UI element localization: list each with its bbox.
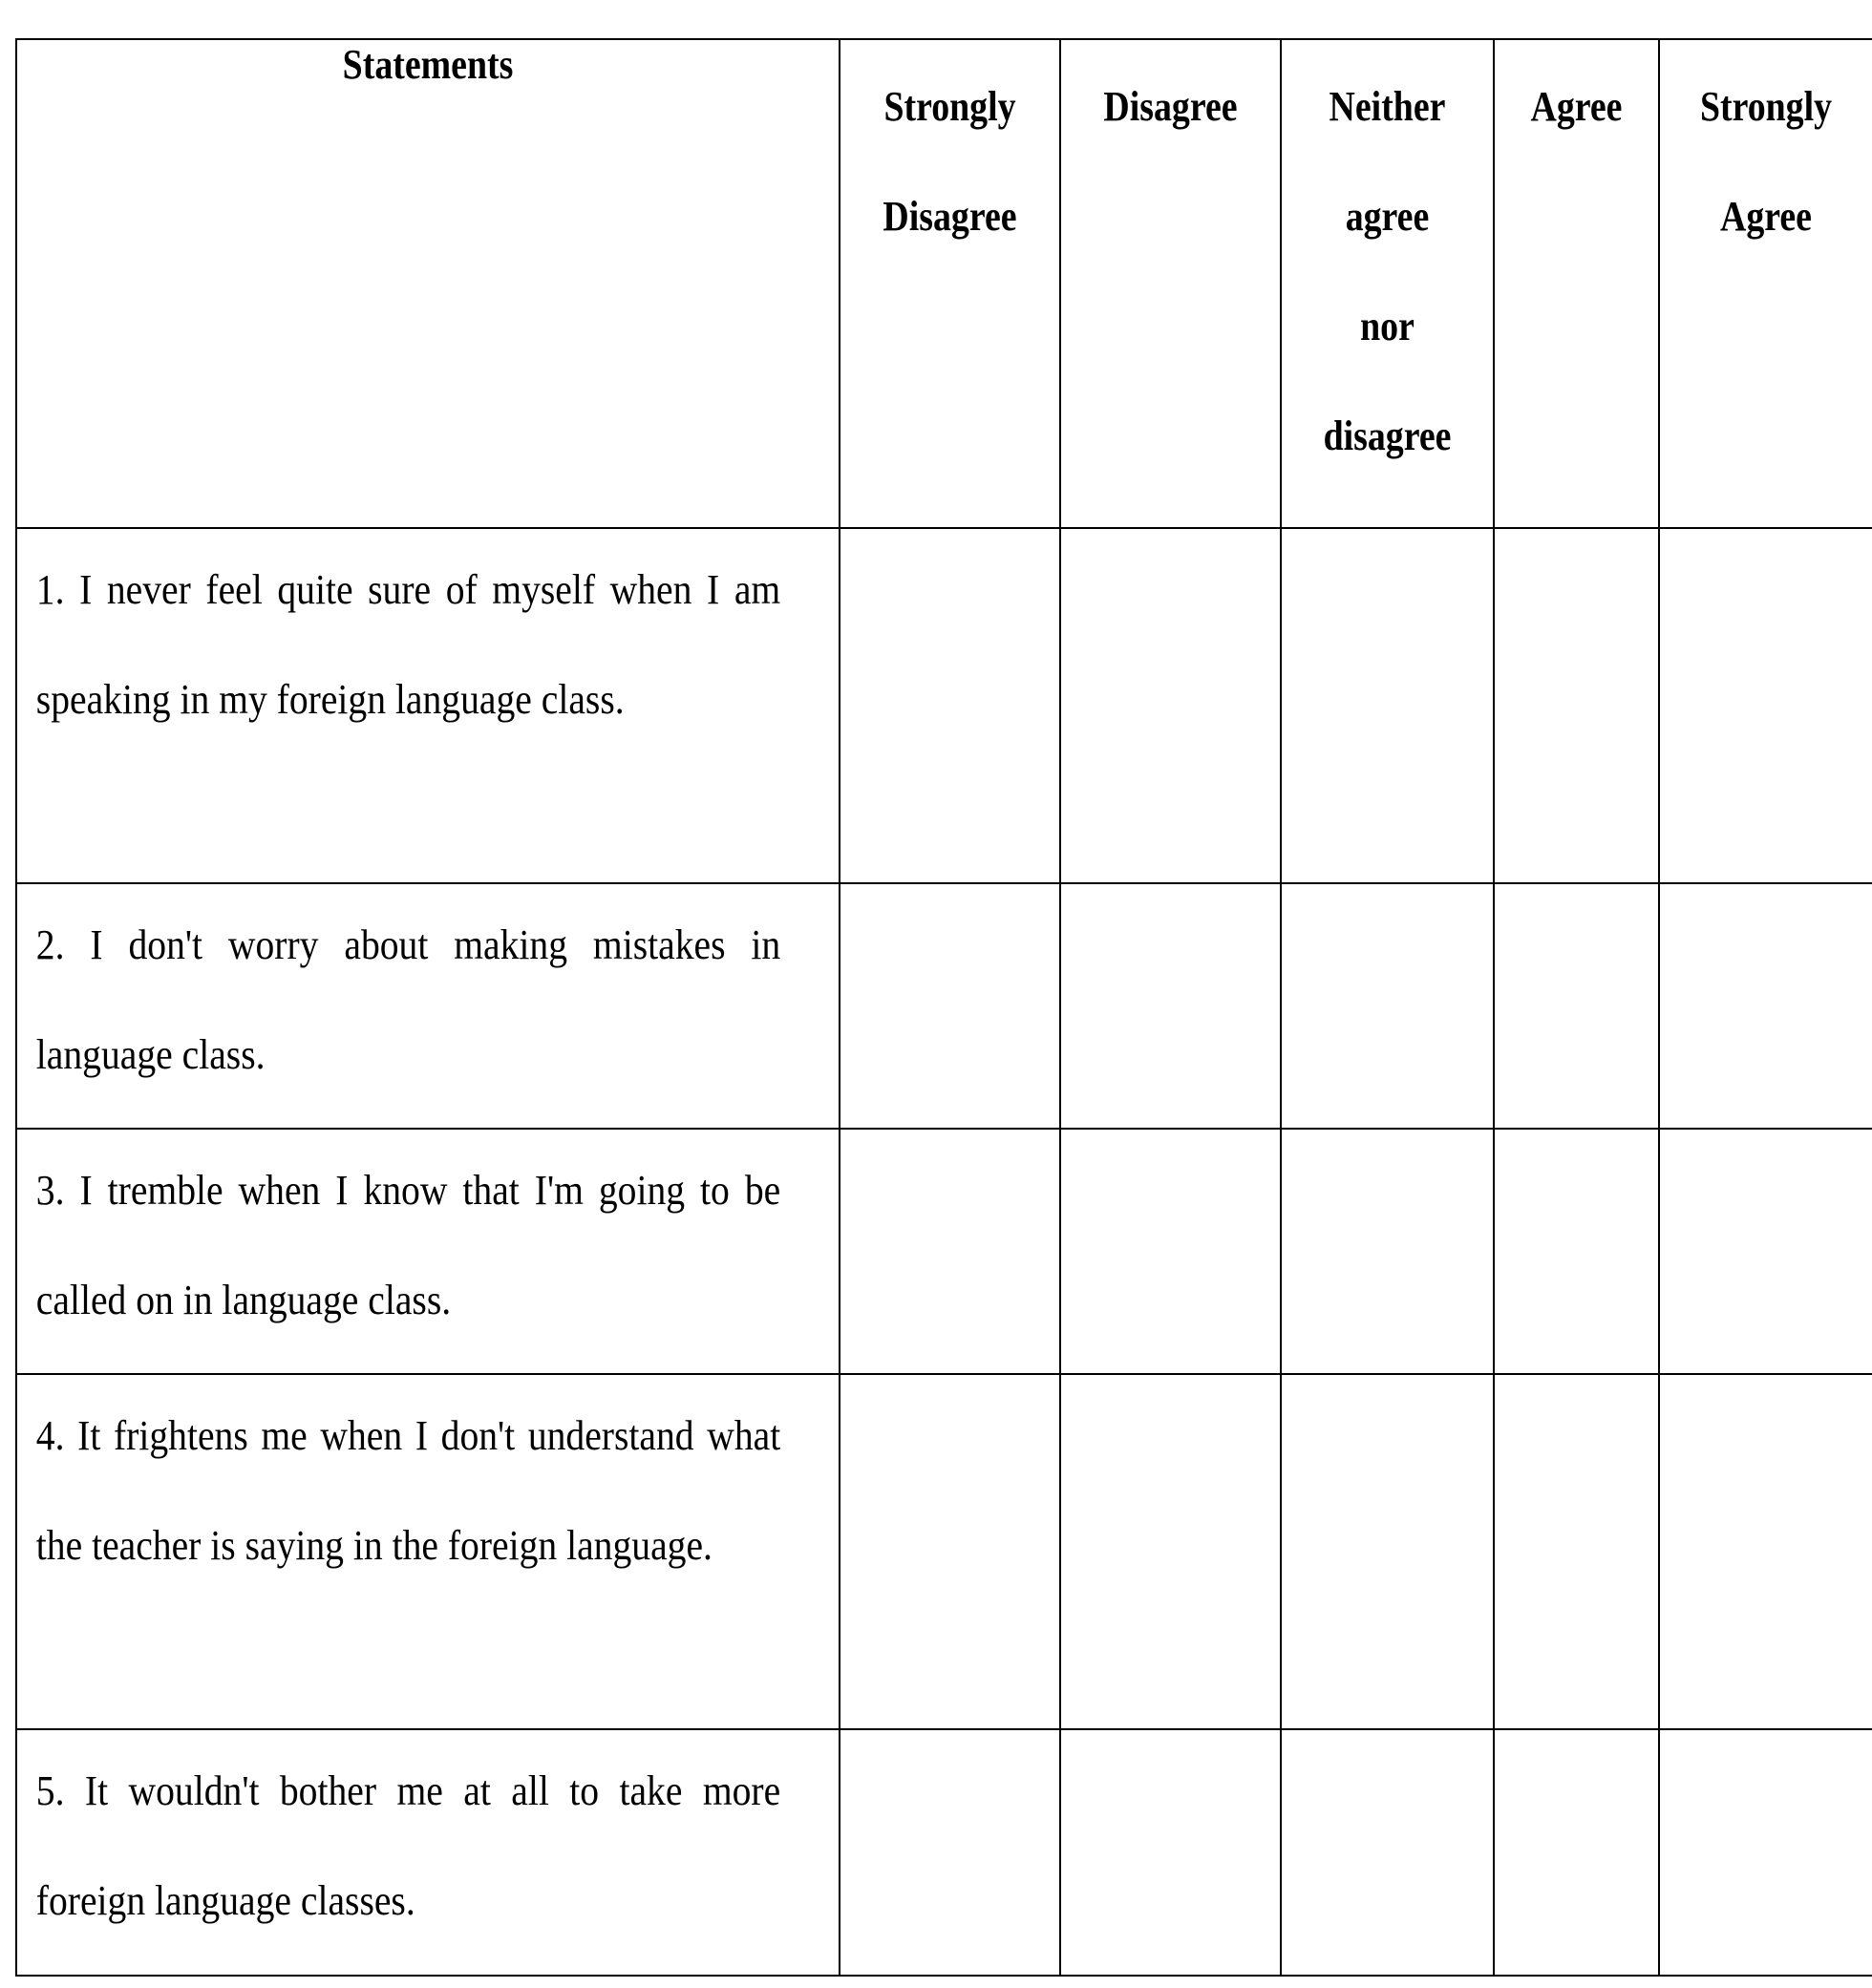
- response-cell-strongly-disagree[interactable]: [840, 1374, 1060, 1729]
- response-cell-disagree[interactable]: [1060, 528, 1281, 883]
- response-cell-agree[interactable]: [1494, 528, 1659, 883]
- table-row: [16, 528, 1872, 883]
- header-strongly-disagree-line-2: Disagree: [883, 193, 1017, 240]
- response-cell-strongly-agree[interactable]: [1659, 1129, 1872, 1374]
- statement-cell: [16, 528, 840, 883]
- response-cell-strongly-agree[interactable]: [1659, 883, 1872, 1129]
- header-neither-line-1: Neither: [1329, 83, 1446, 130]
- statement-text: 1. I never feel quite sure of myself when I am speaking in my foreign language class.: [35, 566, 781, 723]
- likert-survey-table: [15, 38, 1872, 1977]
- response-cell-strongly-disagree[interactable]: [840, 528, 1060, 883]
- response-cell-agree[interactable]: [1494, 883, 1659, 1129]
- header-agree: [1494, 39, 1659, 528]
- table-row: [16, 1729, 1872, 1976]
- response-cell-neither[interactable]: [1281, 1374, 1494, 1729]
- table-row: [16, 1374, 1872, 1729]
- response-cell-strongly-agree[interactable]: [1659, 1729, 1872, 1976]
- header-neither-line-2: agree: [1345, 193, 1430, 240]
- statement-text: 3. I tremble when I know that I'm going to be called on in language class.: [35, 1167, 781, 1323]
- header-strongly-disagree: [840, 39, 1060, 528]
- response-cell-agree[interactable]: [1494, 1129, 1659, 1374]
- header-strongly-agree-line-2: Agree: [1720, 193, 1812, 240]
- statement-text: 2. I don't worry about making mistakes in language class.: [35, 921, 781, 1078]
- header-strongly-agree-line-1: Strongly: [1699, 83, 1833, 130]
- response-cell-strongly-agree[interactable]: [1659, 1374, 1872, 1729]
- table-row: [16, 1129, 1872, 1374]
- response-cell-neither[interactable]: [1281, 528, 1494, 883]
- header-disagree-label: Disagree: [1103, 83, 1238, 130]
- response-cell-disagree[interactable]: [1060, 1129, 1281, 1374]
- statement-text: 4. It frightens me when I don't understand what the teacher is saying in the foreign language.: [35, 1412, 781, 1569]
- response-cell-agree[interactable]: [1494, 1729, 1659, 1976]
- response-cell-disagree[interactable]: [1060, 1374, 1281, 1729]
- header-neither-line-3: nor: [1360, 303, 1415, 349]
- response-cell-neither[interactable]: [1281, 1729, 1494, 1976]
- statement-cell: [16, 1129, 840, 1374]
- statement-text: 5. It wouldn't bother me at all to take more foreign language classes.: [35, 1767, 781, 1924]
- header-statements: [74, 39, 781, 528]
- response-cell-strongly-disagree[interactable]: [840, 1729, 1060, 1976]
- header-neither: [1281, 39, 1494, 528]
- header-agree-label: Agree: [1530, 83, 1623, 130]
- response-cell-strongly-disagree[interactable]: [840, 883, 1060, 1129]
- header-strongly-agree: [1659, 39, 1872, 528]
- response-cell-strongly-agree[interactable]: [1659, 528, 1872, 883]
- header-strongly-disagree-line-1: Strongly: [883, 83, 1016, 130]
- response-cell-neither[interactable]: [1281, 1129, 1494, 1374]
- table-row: [16, 883, 1872, 1129]
- header-row: [16, 39, 1872, 528]
- statement-cell: [16, 1729, 840, 1976]
- statement-cell: [16, 883, 840, 1129]
- response-cell-neither[interactable]: [1281, 883, 1494, 1129]
- response-cell-strongly-disagree[interactable]: [840, 1129, 1060, 1374]
- header-statements-label: Statements: [342, 41, 514, 88]
- header-neither-line-4: disagree: [1323, 412, 1452, 459]
- response-cell-disagree[interactable]: [1060, 1729, 1281, 1976]
- statement-cell: [16, 1374, 840, 1729]
- response-cell-disagree[interactable]: [1060, 883, 1281, 1129]
- header-disagree: [1060, 39, 1281, 528]
- response-cell-agree[interactable]: [1494, 1374, 1659, 1729]
